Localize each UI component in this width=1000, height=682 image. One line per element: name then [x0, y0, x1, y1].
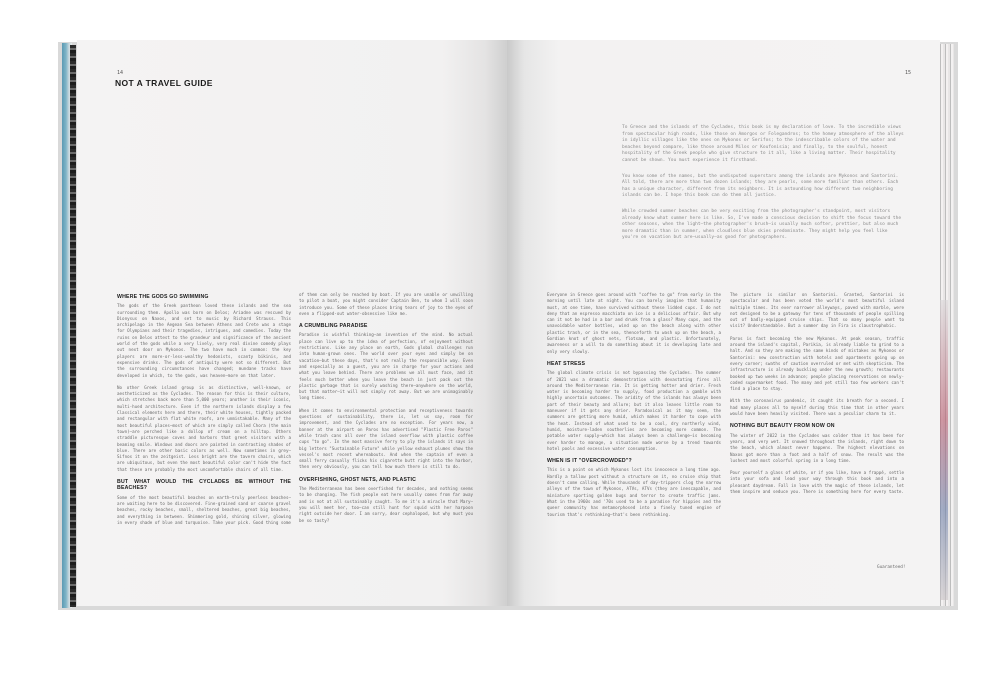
body-paragraph: The global climate crisis is not bypassing the Cyclades. The summer of 2021 was a dramatic demonstration with devastating fires all around the Mediterranean rim. It is getting hotter and drier. Fresh water is becoming harder to supply, food production a gamble with highly uncertain outcomes. The aridity of the islands has always been part of their beauty and allure; but it also leaves little room to maneuver if it gets any drier. Paradoxical as it may seem, the summers are getting more humid, which makes it harder to cope with the heat. Instead of what used to be a cool, dry northerly wind, humid, moisture-laden southerlies are becoming more common. The potable water supply—which has always been a challenge—is becoming ever harder to manage, a situation made worse by a trend towards hotel pools and excessive water consumption.	[547, 370, 721, 451]
intro-paragraph: To Greece and the islands of the Cyclades, this book is my declaration of love. To the incredible views from spectacular high roads, like those on Amorgos or Folegandros; to the homey atmosphere of the alleys in idyllic villages like the ones on Mykonos or Serifos; to the indescribable colors of the water and beaches beyond compare, like those around Milos or Koufonisia; and finally, to the soulful, honest hospitality of the Greek people who give structure to it all, like a living matter. Their hospitality cannot be shown. You must experience it firsthand.	[622, 125, 904, 163]
right-column-2	[730, 292, 904, 560]
section-heading: BUT WHAT WOULD THE CYCLADES BE WITHOUT THE BEACHES?	[117, 479, 291, 492]
right-column-1	[547, 292, 721, 570]
body-paragraph: of them can only be reached by boat. If you are unable or unwilling to pilot a boat, you might consider Captain Ben, to whom I will soon introduce you. Some of these places bring tears of joy to the eyes of even a flipped-out water-obsessive like me.	[299, 292, 473, 316]
intro-text	[622, 125, 906, 251]
section-heading: WHEN IS IT "OVERCROWDED"?	[547, 458, 632, 465]
chapter-title: NOT A TRAVEL GUIDE	[115, 78, 213, 88]
body-paragraph: When it comes to environmental protection and receptiveness towards questions of sustainability, there is, let us say, room for improvement, and the Cyclades are no exception. For years now, a banner at the airport on Paros has advertised "Plastic Free Paros" while trash cans all over the island overflow with plastic coffee cups "to go". In the most massive ferry to ply the islands it says in big letters "Sustainable Future" while yellow exhaust plumes show the vessel's most recent whereabouts. And when the captain of even a small ferry casually flicks his cigarette butt right into the harbor, then very obviously, you can tell how much there is still to do.	[299, 407, 473, 470]
body-paragraph: This is a point on which Mykonos lost its innocence a long time ago. Hardly a tallow post without a structure on it, no cruise ship that doesn't come calling. While thousands of day-trippers clog the narrow alleys of the town of Mykonos, ATVs, ATVs (they are inescapable, and miniature sporting golden bugs and terror to create traffic jams. What in the 1960s and '70s used to be a paradise for hippies and the queer community has metamorphosed into a finely tuned engine of tourism that's rethinking—that's been rethinking.	[547, 467, 721, 517]
body-paragraph: With the coronavirus pandemic, it caught its breath for a second. I had many places all to myself during this time that in other years would have been heavily visited. There was a peculiar charm to it.	[730, 398, 904, 417]
section-heading: HEAT STRESS	[547, 360, 586, 367]
section-heading: WHERE THE GODS GO SWIMMING	[117, 294, 209, 300]
page-block-right-tint	[940, 300, 948, 600]
body-paragraph: Everyone in Greece goes around with "coffee to go" from early in the morning until late at night. You can barely imagine that humanity must, at one time, have survived without these lidded cups. I do not deny that an espresso macchiato on ice is a delicious affair. But why can it not be had in a bar and drunk from a glass? Many cups, and the unavoidable water bottles, wind up on the beach along with other plastic trash, or in the sea, thenceforth to wash up on the beach, a Gordian knot of ghost nets, flotsam, and plastic. Unfortunately, awareness or a will to do something about it is developing late and only very slowly.	[547, 292, 721, 354]
body-paragraph: Paradise is wishful thinking—an invention of the mind. No actual place can live up to the idea of perfection, of enjoyment without restrictions. Like any place on earth, Gods global challenges run into human-grown ones. The world over your eyes and simply be on vacation—but these days, that's not really the responsible way. Even and especially as a guest, you are in charge for your actions and what you leave behind. There are problems we all must face, and it feels much better when you leave the beach in just pack out the plastic garbage that is surely washing there—anywhere on the world, but that matter—it will not simply rot away. But we are unimaginably long times.	[299, 332, 473, 401]
body-paragraph: No other Greek island group is as distinctive, well-known, or aestheticized as the Cyclades. The reason for this is their culture, which stretches back more than 5,000 years; another is their iconic, multi-hued architecture. Even if the northern islands display a few Classical elements here and there, their white houses, tightly packed and rectangular with flat white roofs, are unmistakable. Many of the most beautiful places—most of which are simply called Chora (the main town)—are perched like a dollop of cream on a hilltop. Others straddle picturesque coves and harbors that greet visitors with a beaming smile. Windows and doors are painted in contrasting shades of blue. There are other basic colors as well. Now sometimes in grey—Sifnos it on the zeitgeist. Less bright are the tavern chairs, which are ubiquitous, but even the most beautiful color can't hide the fact that these are probably the most uncomfortable chairs of all time.	[117, 384, 291, 472]
left-page-number: 14	[117, 70, 124, 76]
signoff-text: Guaranteed!	[877, 565, 906, 570]
right-page-number: 15	[905, 70, 912, 76]
left-column-2	[299, 292, 473, 570]
intro-paragraph: You know some of the names, but the undisputed superstars among the islands are Mykonos and Santorini. All told, there are more than two dozen islands; they are pearls, some more familiar than others. Each has a unique character, different from its neighbors. It is astounding how different two neighboring islands can be. I hope this book can do them all justice.	[622, 173, 899, 199]
body-paragraph: Paros is fast becoming the new Mykonos. At peak season, traffic around the island's capital, Parikia, is already liable to grind to a halt. And so they are making the same kinds of mistakes as Mykonos or Santorini: new construction with hotels and apartments going up on every corner; swaths of caution overruled or met with skepticism. The infrastructure is already buckling under the new growth; restaurants booked up two weeks in advance; people placing reservations on newly-coded supermarket food. The many and yet still too few workers can't find a place to stay.	[730, 335, 904, 392]
body-paragraph: Pour yourself a glass of white, or if you like, have a frappé, settle into your sofa and lead your way through this book and into a pleasant daydream. Fall in love with the magic of these islands, let them inspire and seduce you. There is something here for every taste.	[730, 470, 904, 495]
section-heading: A CRUMBLING PARADISE	[299, 323, 368, 330]
page-block-left-edge	[70, 45, 76, 607]
left-column-1	[117, 290, 291, 570]
section-heading: OVERFISHING, GHOST NETS, AND PLASTIC	[299, 476, 417, 483]
body-paragraph: The winter of 2022 in the Cyclades was colder than it has been for years, and very wet. It snowed throughout the islands, right down to the beach, which almost never happens. The highest elevations on Naxos got more than a foot and a half of snow. The result was the lushest and most colorful spring in a long time.	[730, 432, 904, 463]
body-paragraph: The Mediterranean has been overfished for decades, and nothing seems to be changing. The fish people eat here usually comes from far away and is not at all sustainably caught. To me it's a miracle that Mary—you will meet her, too—can still hunt for squid with her harpoon right outside her door. I am sorry, dear cephalopod, but why must you be so tasty?	[299, 486, 473, 523]
body-paragraph: Some of the most beautiful beaches on earth—truly peerless beaches—are waiting here to be discovered. Fine-grained sand or coarse gravel beaches, rocky beaches, small, sheltered beaches, great big beaches, and everything in between. Shimmering gold, shining silver, glowing in every shade of blue and turquoise. Take your pick. Good thing some	[117, 494, 291, 525]
intro-paragraph: While crowded summer beaches can be very exciting from the photographer's standpoint, most visitors already know what summer here is like. So, I've made a conscious decision to shift the focus toward the other seasons, when the light—the photographer's brush—is usually much softer, prettier, but also much more dramatic than in summer, when cloudless blue skies predominate. They might help you feel like you're on vacation but are—usually—as good for photographers.	[622, 208, 902, 241]
body-paragraph: The gods of the Greek pantheon loved these islands and the sea surrounding them. Apollo was born on Delos; Ariadne was rescued by Dionysus on Naxos, and set to music by Richard Strauss. This archipelago in the Aegean Sea between Athens and Crete was a stage for Olympians and their tragedies, intrigues, and comedies. Today the ruins on Delos attest to the grandeur and significance of the ancient world of the gods while a very lively, very real divine comedy plays out next door on Mykonos. The two have much in common: the key players are more-or-less-wealthy hedonists, scanty bikinis, and expensive drinks. The gods of antiquity were not so different. But the surrounding circumstances have changed; mundane tracks have developed in which, to the gods, was heaven—more on that later.	[117, 303, 291, 378]
section-heading: NOTHING BUT BEAUTY FROM NOW ON	[730, 423, 835, 430]
body-paragraph: The picture is similar on Santorini. Granted, Santorini is spectacular and has been voted the world's most beautiful island multiple times. Its ever narrower alleyways, paved with marble, were not designed to be a gateway for tens of thousands of people spilling out of badly-equipped cruise ships. That so many people want to visit? Understandable. But a summer day in Fira is claustrophobic.	[730, 292, 904, 329]
